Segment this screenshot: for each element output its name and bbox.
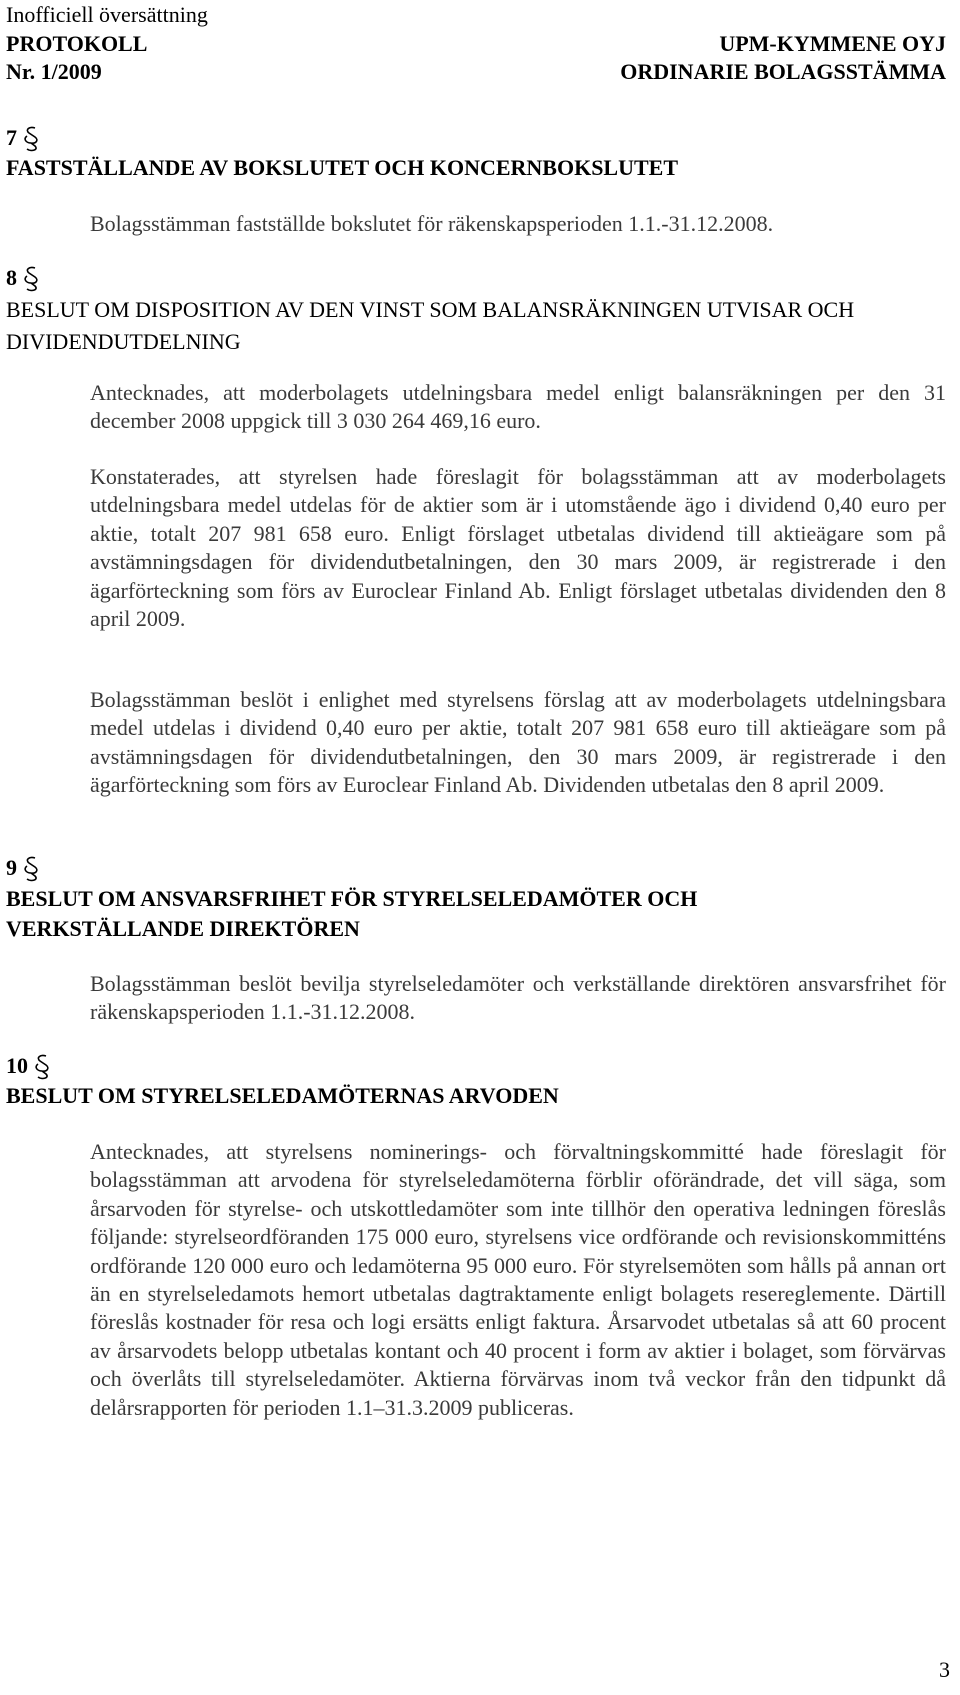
section-sign-icon (21, 124, 41, 152)
section-9 (6, 854, 946, 944)
paragraph: Bolagsstämman beslöt i enlighet med styrelsens förslag att av moderbolagets utdelningsbara medel utdelas i dividend 0,40 euro per aktie, totalt 207 981 658 euro till aktieägare som på avstämningsdagen för dividendutbetalningen, den 30 mars 2009, är registrerade i den ägarförteckning som förs av Euroclear Finland Ab. Dividenden utbetalas den 8 april 2009. (90, 687, 946, 798)
section-sign-icon (32, 1052, 52, 1080)
section-10 (6, 1052, 946, 1110)
section-sign-icon (21, 854, 41, 882)
company-name: UPM-KYMMENE OYJ (719, 31, 946, 56)
paragraph: Antecknades, att styrelsens nominerings- och förvaltningskommitté hade föreslagit för bolagsstämman att arvodena för styrelseledamöterna förblir oförändrade, det vill säga, som årsarvoden för styrelse- och utskottledamöter som inte tillhör den operativa ledningen föreslås följande: styrelseordföranden 175 000 euro, styrelsens vice ordförande och revisionskommitténs ordförande 120 000 euro och ledamöterna 95 000 euro. För styrelsemöten som hålls på annan ort än en styrelseledamots hemort utbetalas dagtraktamente enligt bolagets resereglemente. Därtill föreslås kostnader för resa och logi ersätts enligt faktura. Årsarvodet utbetalas så att 60 procent av årsarvodets belopp utbetalas kontant och 40 procent i form av aktier i bolaget, som förvärvas och överlåts till styrelseledamöter. Aktierna förvärvas inom två veckor från den tidpunkt då delårsrapporten för perioden 1.1–31.3.2009 publiceras. (90, 1139, 946, 1420)
section-title: FASTSTÄLLANDE AV BOKSLUTET OCH KONCERNBOKSLUTET (6, 155, 679, 180)
meeting-name: ORDINARIE BOLAGSSTÄMMA (620, 59, 946, 84)
paragraph: Konstaterades, att styrelsen hade föreslagit för bolagsstämman att av moderbolagets utdelningsbara medel utdelas för de aktier som är i utomstående ägo i dividend 0,40 euro per aktie, totalt 207 981 658 euro. Enligt förslaget utbetalas dividend till aktieägare som på avstämningsdagen för dividendutbetalningen, den 30 mars 2009, är registrerade i den ägarförteckning som förs av Euroclear Finland Ab. Enligt förslaget utbetalas dividenden den 8 april 2009. (90, 464, 946, 632)
section-number: 7 (6, 125, 17, 150)
section-title: BESLUT OM STYRELSELEDAMÖTERNAS ARVODEN (6, 1083, 559, 1108)
paragraph: Bolagsstämman fastställde bokslutet för räkenskapsperioden 1.1.-31.12.2008. (90, 211, 774, 236)
page-number: 3 (939, 1657, 950, 1682)
section-number: 8 (6, 265, 17, 290)
section-number: 10 (6, 1053, 28, 1078)
section-number: 9 (6, 855, 17, 880)
paragraph: Bolagsstämman beslöt bevilja styrelseledamöter och verkställande direktören ansvarsfrihet för räkenskapsperioden 1.1.-31.12.2008. (90, 971, 946, 1025)
protocol-number: Nr. 1/2009 (6, 59, 102, 84)
translation-note: Inofficiell översättning (6, 2, 208, 27)
section-8 (6, 264, 946, 358)
doc-type: PROTOKOLL (6, 31, 148, 56)
paragraph: Antecknades, att moderbolagets utdelningsbara medel enligt balansräkningen per den 31 december 2008 uppgick till 3 030 264 469,16 euro. (90, 380, 946, 434)
section-7 (6, 124, 946, 182)
section-sign-icon (21, 264, 41, 292)
section-title: BESLUT OM DISPOSITION AV DEN VINST SOM BALANSRÄKNINGEN UTVISAR OCH DIVIDENDUTDELNING (6, 297, 855, 354)
section-title: BESLUT OM ANSVARSFRIHET FÖR STYRELSELEDAMÖTER OCH VERKSTÄLLANDE DIREKTÖREN (6, 886, 698, 941)
document-header (6, 0, 946, 86)
